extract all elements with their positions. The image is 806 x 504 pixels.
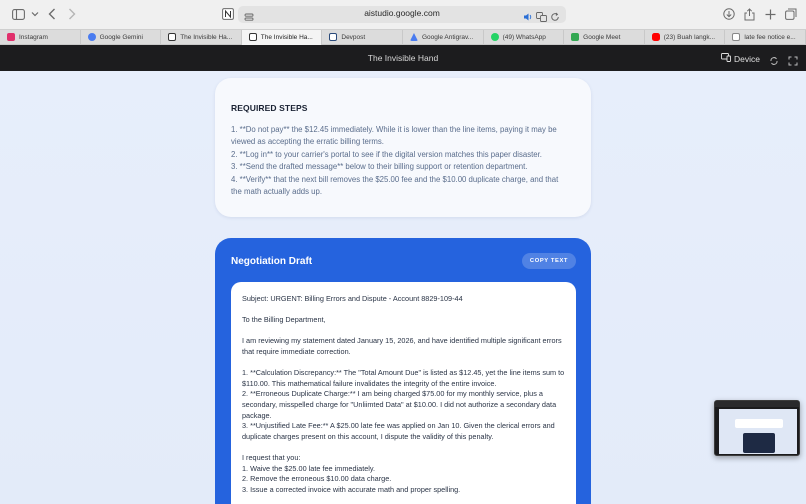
required-steps-title: REQUIRED STEPS <box>231 103 308 113</box>
share-icon[interactable] <box>742 7 756 21</box>
antigravity-icon <box>410 33 418 41</box>
tab-label: The Invisible Ha... <box>260 34 313 41</box>
step-item: 2. **Log in** to your carrier's portal to see if the digital version matches this paper disaster. <box>231 149 542 159</box>
draft-intro: I am reviewing my statement dated January 15, 2026, and have identified multiple significant errors that require immediate correction. <box>242 336 562 356</box>
required-steps-card <box>215 78 591 217</box>
device-button[interactable] <box>721 53 760 64</box>
page-icon <box>249 33 257 41</box>
required-steps-list <box>231 124 571 198</box>
tab-instagram[interactable] <box>0 30 81 45</box>
page-icon <box>168 33 176 41</box>
negotiation-draft-card <box>215 238 591 504</box>
tab-invisible-hand-1[interactable] <box>161 30 242 45</box>
step-item: 4. **Verify** that the next bill removes the $25.00 fee and the $10.00 duplicate charge, and that the math actually adds up. <box>231 174 559 197</box>
tab-google-antigravity[interactable] <box>403 30 484 45</box>
tab-label: (49) WhatsApp <box>502 34 546 41</box>
draft-request: 3. Issue a corrected invoice with accurate math and proper spelling. <box>242 484 461 494</box>
tab-label: Google Antigrav... <box>421 34 474 41</box>
tab-invisible-hand-2[interactable] <box>242 30 323 45</box>
draft-request-intro: I request that you: <box>242 452 301 462</box>
tab-overview-icon[interactable] <box>784 7 798 21</box>
speaker-icon[interactable] <box>523 9 533 27</box>
back-icon[interactable] <box>45 7 59 21</box>
whatsapp-icon <box>491 33 499 41</box>
main-content[interactable] <box>0 71 806 504</box>
app-title: The Invisible Hand <box>367 53 439 63</box>
tab-google-meet[interactable] <box>564 30 645 45</box>
tab-whatsapp[interactable] <box>484 30 565 45</box>
tab-google-gemini[interactable] <box>81 30 162 45</box>
draft-request: 1. Waive the $25.00 late fee immediately. <box>242 463 376 473</box>
chevron-down-icon[interactable] <box>28 7 42 21</box>
tab-devpost[interactable] <box>322 30 403 45</box>
tab-label: Google Meet <box>583 34 621 41</box>
draft-requests <box>242 464 565 496</box>
draft-salutation: To the Billing Department, <box>242 315 326 325</box>
draft-request: 2. Remove the erroneous $10.00 data charge. <box>242 474 392 484</box>
tab-label: Devpost <box>341 34 366 41</box>
copy-text-button[interactable]: COPY TEXT <box>522 253 576 269</box>
step-item: 1. **Do not pay** the $12.45 immediately. While it is lower than the line items, paying it may be viewed as accepting the erratic billing terms. <box>231 125 557 147</box>
tab-late-fee-notice[interactable] <box>725 30 806 45</box>
youtube-icon <box>652 33 660 41</box>
instagram-icon <box>7 33 15 41</box>
draft-points <box>242 368 565 442</box>
device-label: Device <box>734 53 760 64</box>
tab-label: late fee notice e... <box>744 34 796 41</box>
draft-text-box[interactable] <box>231 282 576 504</box>
rotate-icon[interactable] <box>769 53 779 71</box>
draft-subject: Subject: URGENT: Billing Errors and Dispute - Account 8829-109-44 <box>242 294 463 303</box>
tab-youtube[interactable] <box>645 30 726 45</box>
devpost-icon <box>329 33 337 41</box>
draft-point: 1. **Calculation Discrepancy:** The "Total Amount Due" is listed as $12.45, yet the line items sum to $110.00. This mathematical failure invalidates the integrity of the entire invoice. <box>242 368 565 388</box>
new-tab-icon[interactable] <box>763 7 777 21</box>
app-header <box>0 45 806 71</box>
fullscreen-icon[interactable] <box>788 53 798 71</box>
tab-label: Google Gemini <box>99 34 143 41</box>
browser-toolbar <box>0 0 806 29</box>
pip-panel-thumbnail <box>743 433 775 453</box>
translate-icon[interactable] <box>536 9 547 27</box>
tab-strip <box>0 29 806 45</box>
tab-label: Instagram <box>19 34 48 41</box>
draft-point: 2. **Erroneous Duplicate Charge:** I am being charged $75.00 for my monthly service, plus a secondary, misspelled charge for "Unliimted Data" at $10.00. I did not authorize a secondary data package. <box>242 389 557 420</box>
draft-point: 3. **Unjustified Late Fee:** A $25.00 late fee was applied on Jan 10. Given the clerical errors and duplicate charges present on this account, I dispute the validity of this penalty. <box>242 421 555 441</box>
gemini-icon <box>88 33 96 41</box>
address-bar[interactable] <box>238 6 566 23</box>
pip-card-thumbnail <box>735 419 783 428</box>
meet-icon <box>571 33 579 41</box>
sidebar-icon[interactable] <box>11 7 25 21</box>
step-item: 3. **Send the drafted message** below to their billing support or retention department. <box>231 162 528 172</box>
forward-icon[interactable] <box>65 7 79 21</box>
url-text: aistudio.google.com <box>364 8 440 18</box>
tab-label: (23) Buah langk... <box>663 34 716 41</box>
picture-in-picture-window[interactable] <box>714 400 800 456</box>
document-icon <box>732 33 740 41</box>
notion-icon[interactable] <box>221 7 235 21</box>
reload-icon[interactable] <box>550 9 560 27</box>
device-icon <box>721 53 731 64</box>
pip-page-thumbnail <box>719 409 797 454</box>
pip-titlebar <box>715 401 799 407</box>
negotiation-title: Negotiation Draft <box>231 256 313 267</box>
tab-label: The Invisible Ha... <box>180 34 233 41</box>
download-icon[interactable] <box>722 7 736 21</box>
